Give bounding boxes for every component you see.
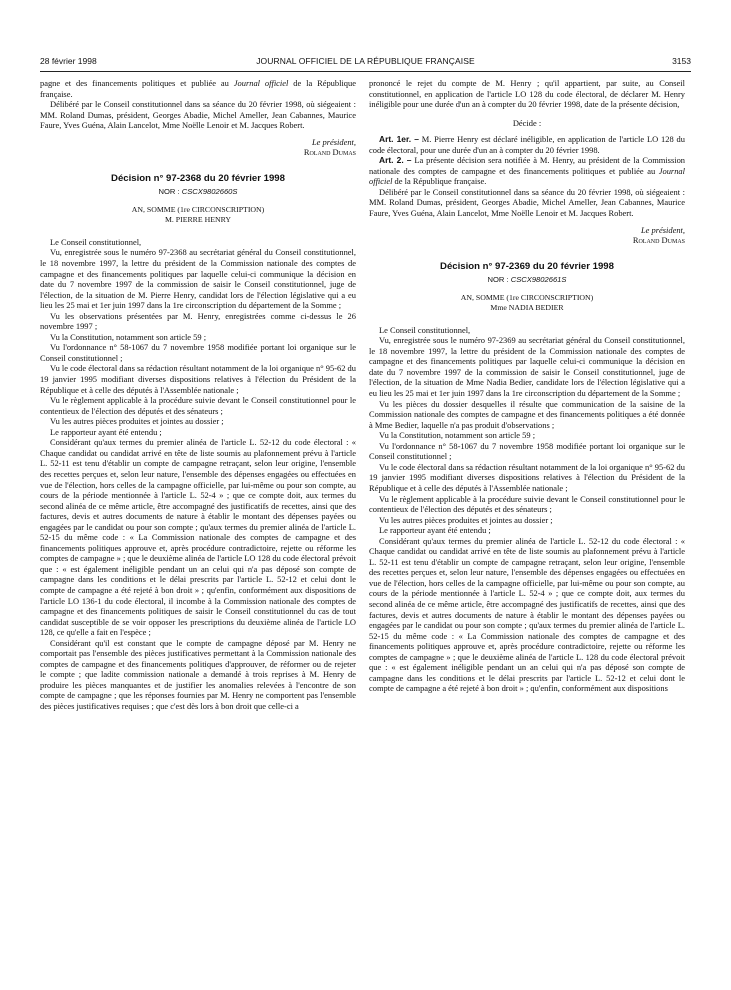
body-paragraph: Vu l'ordonnance n° 58-1067 du 7 novembre 1958 modifiée portant loi organique sur le Conseil constitutionnel ;: [40, 342, 356, 363]
body-paragraph: Le rapporteur ayant été entendu ;: [50, 426, 162, 437]
body-paragraph: Considérant qu'aux termes du premier alinéa de l'article L. 52-12 du code électoral : « Chaque candidat ou candidat arrivé en tête de liste soumis au plafonnement prévu à l'article L. 52-11 est tenu d'établir un compte de campagne retraçant, selon leur origine, l'ensemble des recettes perçues et, selon leur nature, l'ensemble des dépenses engagées ou effectuées en vue de l'élection, hors celles de la campagne officielle, par lui-même ou pour son compte, au cours de la période mentionnée à l'article L. 52-4 » ; que ce compte doit, aux termes du second alinéa de ce même article, être accompagné des justificatifs de recettes, ainsi que des factures, devis et autres documents de nature à établir le montant des dépenses payées ou engagées par le candidat ou pour son compte ; qu'aux termes du premier alinéa de l'article L. 52-15 du même code : « La Commission nationale des comptes de campagne et des financements politiques approuve et, après procédure contradictoire, rejette ou réforme les comptes de campagne » ; que le deuxième alinéa de l'article L. 128 du code électoral prévoit que : « est également inéligible pendant un an celui qui n'a pas déposé son compte de campagne dans les conditions et le délai prescrits par l'article L. 52-12 et celui dont le compte de campagne a été rejeté à bon droit » ; qu'enfin, conformément aux dispositions: [369, 535, 685, 694]
body-paragraph: Vu la Constitution, notamment son article 59 ;: [50, 331, 207, 342]
signature: [369, 225, 685, 246]
decision-title: Décision n° 97-2368 du 20 février 1998: [111, 172, 285, 184]
body-paragraph: Le Conseil constitutionnel,: [50, 236, 142, 247]
decision-person: M. PIERRE HENRY: [164, 214, 232, 224]
decision-title: Décision n° 97-2369 du 20 février 1998: [440, 260, 614, 272]
signature-role: Le président,: [311, 136, 356, 147]
body-paragraph: Vu le règlement applicable à la procédure suivie devant le Conseil constitutionnel pour le contentieux de l'élection des députés et des sénateurs ;: [40, 395, 356, 416]
signature: [40, 137, 356, 158]
article-1: Art. 1er. – M. Pierre Henry est déclaré inéligible, en application de l'article LO 128 du code électoral, pour une durée d'un an à compter du 20 février 1998.: [369, 134, 685, 155]
decision-heading: [369, 262, 685, 313]
body-paragraph: Vu les pièces du dossier desquelles il résulte que communication de la saisine de la Commission nationale des comptes de campagne et des financements politiques a été donnée à Mme Bedier, laquelle n'a pas produit d'observations ;: [369, 398, 685, 430]
continued-paragraph: pagne et des financements politiques et publiée au Journal officiel de la République française.: [40, 78, 356, 99]
deliberation-paragraph: Délibéré par le Conseil constitutionnel dans sa séance du 20 février 1998, où siégeaient : MM. Roland Dumas, président, Georges Abadie, Michel Ameller, Jean Cabannes, Maurice Faure, Yves Guéna, Alain Lancelot, Mme Noëlle Lenoir et M. Jacques Robert.: [40, 99, 356, 131]
continued-paragraph: prononcé le rejet du compte de M. Henry ; qu'il appartient, par suite, au Conseil constitutionnel, en application de l'article LO 128 du code électoral, de déclarer M. Henry inéligible pour une durée d'un an à compter du 20 février 1998, date de la présente décision,: [369, 78, 685, 110]
decision-location: AN, SOMME (1re CIRCONSCRIPTION): [131, 204, 265, 214]
body-paragraph: Vu le code électoral dans sa rédaction résultant notamment de la loi organique n° 95-62 du 19 janvier 1995 modifiant diverses dispositions relatives à l'élection du Président de la République et à celle des députés à l'Assemblée nationale ;: [40, 363, 356, 395]
body-paragraph: Vu l'ordonnance n° 58-1067 du 7 novembre 1958 modifiée portant loi organique sur le Conseil constitutionnel ;: [369, 440, 685, 462]
body-paragraph: Le rapporteur ayant été entendu ;: [379, 525, 491, 536]
body-paragraph: Considérant qu'il est constant que le compte de campagne déposé par M. Henry ne comportait pas l'ensemble des pièces justificatives permettant à la Commission nationale des comptes de campagne et des financements politiques d'approuver, de réformer ou de rejeter le compte ; que ladite commission nationale a demandé à trois reprises à M. Henry de produire les pièces manquantes et de justifier les anomalies relevées à l'encontre de son compte de campagne ; que les réponses fournies par M. Henry ne comportent pas l'ensemble des pièces justificatives requises ; que c'est dès lors à bon droit que celle-ci a: [40, 637, 356, 711]
decision-nor: NOR : CSCX9802661S: [487, 275, 567, 285]
body-paragraph: Vu la Constitution, notamment son article 59 ;: [379, 430, 536, 441]
signature-role: Le président,: [640, 224, 685, 235]
header-rule: [40, 71, 691, 72]
nor-code: CSCX9802661S: [510, 275, 567, 285]
body-paragraph: Vu, enregistrée sous le numéro 97-2368 au secrétariat général du Conseil constitutionnel, le 18 novembre 1997, la lettre du président de la Commission nationale des comptes de campagne et des financements politiques par laquelle celui-ci communique la décision en date du 7 novembre 1997 de la commission de saisir le Conseil constitutionnel, juge de l'élection, de la situation de M. Pierre Henry, candidat lors de l'élection législative qui a eu lieu les 25 mai et 1er juin 1997 dans la 1re circonscription du département de la Somme ;: [40, 247, 356, 311]
header-title: JOURNAL OFFICIEL DE LA RÉPUBLIQUE FRANÇAISE: [256, 56, 475, 66]
body-paragraph: Vu le règlement applicable à la procédure suivie devant le Conseil constitutionnel pour le contentieux de l'élection des députés et des sénateurs ;: [369, 493, 685, 515]
signature-name: Roland Dumas: [632, 235, 685, 246]
decision-heading: [40, 174, 356, 225]
right-column: [369, 78, 685, 694]
body-paragraph: Vu le code électoral dans sa rédaction résultant notamment de la loi organique n° 95-62 du 19 janvier 1995 modifiant diverses dispositions relatives à l'élection du Président de la République et à celle des députés à l'Assemblée nationale ;: [369, 461, 685, 493]
article-2: Art. 2. – La présente décision sera notifiée à M. Henry, au président de la Commission nationale des comptes de campagne et des financements politiques et publiée au Journal officiel de la République française.: [369, 155, 686, 187]
deliberation-paragraph: Délibéré par le Conseil constitutionnel dans sa séance du 20 février 1998, où siégeaient : MM. Roland Dumas, président, Georges Abadie, Michel Ameller, Jean Cabannes, Maurice Faure, Yves Guéna, Alain Lancelot, Mme Noëlle Lenoir et M. Jacques Robert.: [369, 186, 685, 219]
signature-name: Roland Dumas: [303, 147, 356, 158]
body-paragraph: Vu, enregistrée sous le numéro 97-2369 au secrétariat général du Conseil constitutionnel, le 18 novembre 1997, la lettre du président de la Commission nationale des comptes de campagne et des financements politiques par laquelle celui-ci communique la décision en date du 7 novembre 1997 de la commission de saisir le Conseil constitutionnel, juge de l'élection, de la situation de Mme Nadia Bedier, candidate lors de l'élection législative qui a eu lieu les 25 mai et 1er juin 1997 dans la 1re circonscription du département de la Somme ;: [369, 335, 685, 399]
body-paragraph: Vu les observations présentées par M. Henry, enregistrées comme ci-dessus le 26 novembre 1997 ;: [40, 310, 356, 332]
header-date: 28 février 1998: [40, 56, 97, 66]
decision-location: AN, SOMME (1re CIRCONSCRIPTION): [460, 292, 594, 302]
decision-nor: NOR : CSCX9802660S: [158, 187, 238, 197]
body-paragraph: Vu les autres pièces produites et jointes au dossier ;: [50, 416, 224, 427]
page-header: [40, 56, 691, 70]
left-column: [40, 78, 356, 712]
nor-code: CSCX9802660S: [181, 187, 238, 197]
body-paragraph: Le Conseil constitutionnel,: [379, 324, 471, 335]
body-paragraph: Considérant qu'aux termes du premier alinéa de l'article L. 52-12 du code électoral : « Chaque candidat ou candidat arrivé en tête de liste soumis au plafonnement prévu à l'article L. 52-11 est tenu d'établir un compte de campagne retraçant, selon leur origine, l'ensemble des recettes perçues et, selon leur nature, l'ensemble des dépenses engagées ou effectuées en vue de l'élection, hors celles de la campagne officielle, par lui-même ou pour son compte, au cours de la période mentionnée à l'article L. 52-4 » ; que ce compte doit, aux termes du second alinéa de ce même article, être accompagné des justificatifs de recettes, ainsi que des factures, devis et autres documents de nature à établir le montant des dépenses payées ou engagées par le candidat ou pour son compte ; qu'aux termes du premier alinéa de l'article L. 52-15 du même code : « La Commission nationale des comptes de campagne et des financements politiques approuve et, après procédure contradictoire, rejette ou réforme les comptes de campagne » ; que le deuxième alinéa de l'article LO 128 du code électoral prévoit que : « est également inéligible pendant un an celui qui n'a pas déposé son compte de campagne dans les conditions et le délai prescrits par l'article L. 52-12 et celui dont le compte de campagne a été rejeté à bon droit » ; qu'enfin, conformément aux dispositions de l'article LO 136-1 du code électoral, il incombe à la Commission nationale des comptes de campagne et des financements politiques de saisir le Conseil constitutionnel du cas de tout candidat susceptible de se voir opposer les prescriptions du deuxième alinéa de l'article LO 128, ce qu'elle a fait en l'espèce ;: [40, 437, 356, 638]
left-body: [40, 237, 356, 712]
header-page-number: 3153: [672, 56, 691, 66]
right-body: [369, 325, 685, 694]
decide-label: Décide :: [512, 117, 542, 128]
body-paragraph: Vu les autres pièces produites et jointes au dossier ;: [379, 514, 553, 525]
decision-person: Mme NADIA BEDIER: [490, 302, 564, 312]
